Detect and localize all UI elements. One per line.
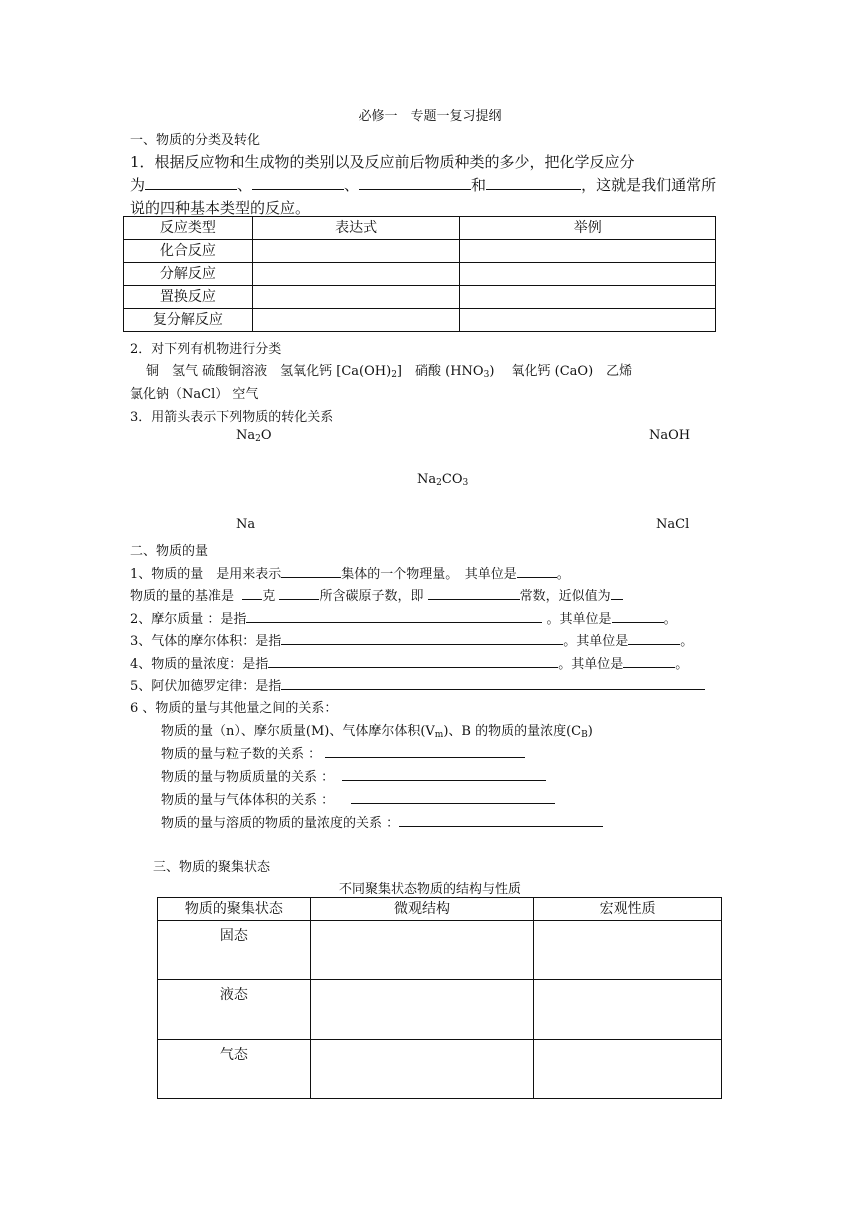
na2co3-b: CO [441, 472, 463, 487]
blank-1[interactable] [145, 175, 237, 190]
table-header: 反应类型 [124, 217, 253, 240]
s2-l2b: 克 [262, 589, 276, 604]
table-row-label: 置换反应 [124, 286, 253, 309]
blank-s2-13[interactable] [281, 675, 705, 690]
table-cell[interactable] [534, 980, 722, 1040]
q2-sub1: 2 [391, 370, 397, 380]
table-cell[interactable] [252, 263, 460, 286]
table-cell[interactable] [310, 921, 534, 980]
blank-s2-1[interactable] [281, 563, 341, 578]
na2o-sub: 2 [255, 434, 261, 444]
section3-heading: 三、物质的聚集状态 [153, 860, 271, 875]
table-cell[interactable] [460, 263, 716, 286]
relation-particles [161, 743, 525, 762]
blank-4[interactable] [486, 175, 581, 190]
species-naoh: NaOH [649, 428, 691, 443]
blank-relation-3[interactable] [351, 789, 555, 804]
s2-l3a: 2、摩尔质量 ：是指 [130, 612, 247, 627]
page-title: 必修一 专题一复习提纲 [358, 109, 502, 124]
blank-s2-5[interactable] [428, 585, 520, 600]
table-header: 表达式 [252, 217, 460, 240]
s2-l1b: 集体的一个物理量。 其单位是 [341, 567, 517, 582]
blank-s2-11[interactable] [268, 653, 558, 668]
species-na2o [236, 428, 272, 443]
blank-relation-2[interactable] [342, 766, 546, 781]
s2-line1 [130, 563, 570, 582]
relation-concentration [161, 812, 603, 831]
s2-l2c: 所含碳原子数，即 [319, 589, 424, 604]
section1-heading: 一、物质的分类及转化 [130, 133, 261, 148]
s2-l3b: 。其单位是 [546, 612, 612, 627]
table-caption: 不同聚集状态物质的结构与性质 [338, 882, 521, 897]
table-cell[interactable] [310, 980, 534, 1040]
table-cell[interactable] [252, 240, 460, 263]
table-header: 举例 [460, 217, 716, 240]
table-row-label: 复分解反应 [124, 309, 253, 332]
species-na: Na [236, 517, 256, 532]
s2-line2 [130, 585, 623, 604]
s2-l4c: 。 [680, 634, 694, 649]
relation-concentration-label: 物质的量与溶质的物质的量浓度的关系 ： [161, 816, 400, 831]
blank-relation-4[interactable] [399, 812, 603, 827]
blank-relation-1[interactable] [325, 743, 525, 758]
s2-l8sub2: B [581, 730, 588, 740]
relation-particles-label: 物质的量与粒子数的关系 ： [161, 747, 322, 762]
s2-line7: 6 、物质的量与其他量之间的关系： [130, 701, 338, 716]
s2-line4 [130, 630, 693, 649]
q1-line1: 1．根据反应物和生成物的类别以及反应前后物质种类的多少，把化学反应分 [130, 153, 635, 171]
table-row-label: 分解反应 [124, 263, 253, 286]
na2o-b: O [260, 428, 272, 443]
q2-items-a: 铜 氢气 硫酸铜溶液 氢氧化钙 [Ca(OH) [146, 364, 392, 379]
q1-and: 和 [471, 176, 487, 194]
relation-mass-label: 物质的量与物质质量的关系 ： [161, 770, 335, 785]
s2-l5c: 。 [675, 657, 689, 672]
q1-prefix: 为 [130, 176, 146, 194]
table-row-label: 固态 [158, 921, 311, 980]
s2-l4a: 3、气体的摩尔体积：是指 [130, 634, 282, 649]
s2-l5b: 。其单位是 [558, 657, 624, 672]
table-cell[interactable] [534, 1040, 722, 1099]
s2-line6 [130, 675, 705, 694]
na2co3-sub2: 3 [462, 478, 469, 488]
q1-line3: 说的四种基本类型的反应。 [130, 199, 311, 217]
states-table [157, 897, 722, 1099]
blank-s2-9[interactable] [281, 630, 563, 645]
q2-items-b: ] 硝酸 (HNO [396, 364, 484, 379]
s2-l1c: 。 [556, 567, 570, 582]
s2-l6a: 5、阿伏加德罗定律：是指 [130, 679, 282, 694]
s2-l8a: 物质的量（n）、摩尔质量(M)、气体摩尔体积(V [161, 724, 435, 739]
blank-s2-6[interactable] [611, 585, 623, 600]
s2-l8sub1: m [434, 730, 444, 740]
q1-sep2: 、 [344, 176, 360, 194]
q2-prompt: 2．对下列有机物进行分类 [130, 342, 282, 357]
s2-l2d: 常数，近似值为 [519, 589, 611, 604]
s2-l8c: ) [587, 724, 593, 739]
s2-l5a: 4、物质的量浓度：是指 [130, 657, 269, 672]
s2-l8b: )、B 的物质的量浓度(C [443, 724, 582, 739]
table-cell[interactable] [310, 1040, 534, 1099]
q2-items-line1 [146, 360, 632, 379]
blank-s2-7[interactable] [246, 608, 542, 623]
na2o-a: Na [236, 428, 256, 443]
table-cell[interactable] [252, 309, 460, 332]
table-cell[interactable] [460, 286, 716, 309]
s2-l4b: 。其单位是 [563, 634, 629, 649]
blank-3[interactable] [359, 175, 471, 190]
s2-line3 [130, 608, 677, 627]
table-header: 物质的聚集状态 [158, 898, 311, 921]
table-header: 宏观性质 [534, 898, 722, 921]
table-header: 微观结构 [310, 898, 534, 921]
q1-line2 [130, 174, 716, 195]
q1-sep1: 、 [237, 176, 253, 194]
species-na2co3 [417, 472, 468, 487]
reaction-types-table [123, 216, 716, 332]
table-cell[interactable] [460, 240, 716, 263]
blank-s2-2[interactable] [517, 563, 557, 578]
relation-volume [161, 789, 555, 808]
blank-s2-3[interactable] [242, 585, 262, 600]
s2-l3c: 。 [663, 612, 677, 627]
relation-volume-label: 物质的量与气体体积的关系 ： [161, 793, 335, 808]
q1-suffix: ，这就是我们通常所 [581, 176, 717, 194]
table-row-label: 气态 [158, 1040, 311, 1099]
table-cell[interactable] [252, 286, 460, 309]
blank-s2-8[interactable] [612, 608, 664, 623]
na2co3-a: Na [417, 472, 437, 487]
relation-mass [161, 766, 546, 785]
s2-l1a: 1、物质的量 是用来表示 [130, 567, 282, 582]
table-row-label: 化合反应 [124, 240, 253, 263]
s2-line8 [161, 720, 593, 739]
q2-sub2: 3 [483, 370, 490, 380]
s2-l2a: 物质的量的基准是 [130, 589, 235, 604]
blank-s2-12[interactable] [623, 653, 675, 668]
na2co3-sub1: 2 [436, 478, 442, 488]
species-nacl: NaCl [656, 517, 690, 532]
q2-items-c: ) 氧化钙 (CaO) 乙烯 [489, 364, 633, 379]
q2-items-line2: 氯化钠（NaCl） 空气 [130, 387, 259, 402]
s2-line5 [130, 653, 688, 672]
section2-heading: 二、物质的量 [130, 544, 209, 559]
blank-2[interactable] [252, 175, 344, 190]
table-cell[interactable] [534, 921, 722, 980]
blank-s2-4[interactable] [279, 585, 319, 600]
table-cell[interactable] [460, 309, 716, 332]
table-row-label: 液态 [158, 980, 311, 1040]
q3-prompt: 3．用箭头表示下列物质的转化关系 [130, 410, 334, 425]
blank-s2-10[interactable] [628, 630, 680, 645]
